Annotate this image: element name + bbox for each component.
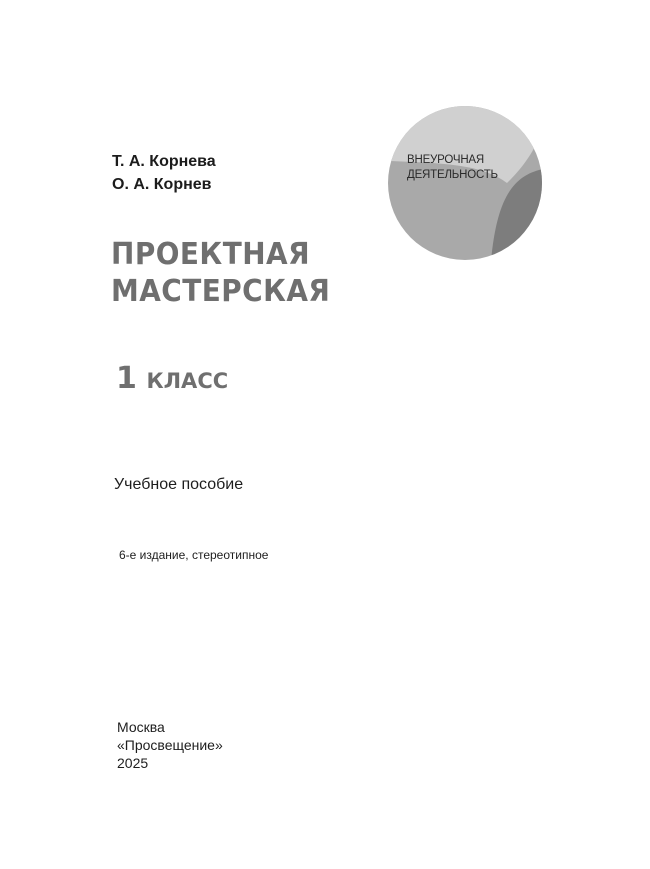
badge-label [387,153,543,183]
edition-note: 6-е издание, стереотипное [119,548,269,562]
book-title-line2: МАСТЕРСКАЯ [111,274,331,309]
book-subtitle: Учебное пособие [114,476,244,493]
imprint-publisher: «Просвещение» [117,737,223,753]
imprint-block [117,718,223,772]
book-title-line1: ПРОЕКТНАЯ [111,237,311,272]
grade-number: 1 [116,361,137,396]
grade-word: КЛАСС [146,369,229,393]
grade-label [116,361,228,396]
author-name: Т. А. Корнева [112,153,216,170]
imprint-year: 2025 [117,755,149,771]
imprint-city: Москва [117,719,165,735]
extracurricular-badge [387,105,543,261]
badge-label-line1: ВНЕУРОЧНАЯ [407,154,485,166]
authors-block [112,150,216,196]
book-title [111,236,330,310]
badge-label-line2: ДЕЯТЕЛЬНОСТЬ [407,169,498,181]
badge-circle-graphic [387,105,543,261]
author-name: О. А. Корнев [112,176,212,193]
